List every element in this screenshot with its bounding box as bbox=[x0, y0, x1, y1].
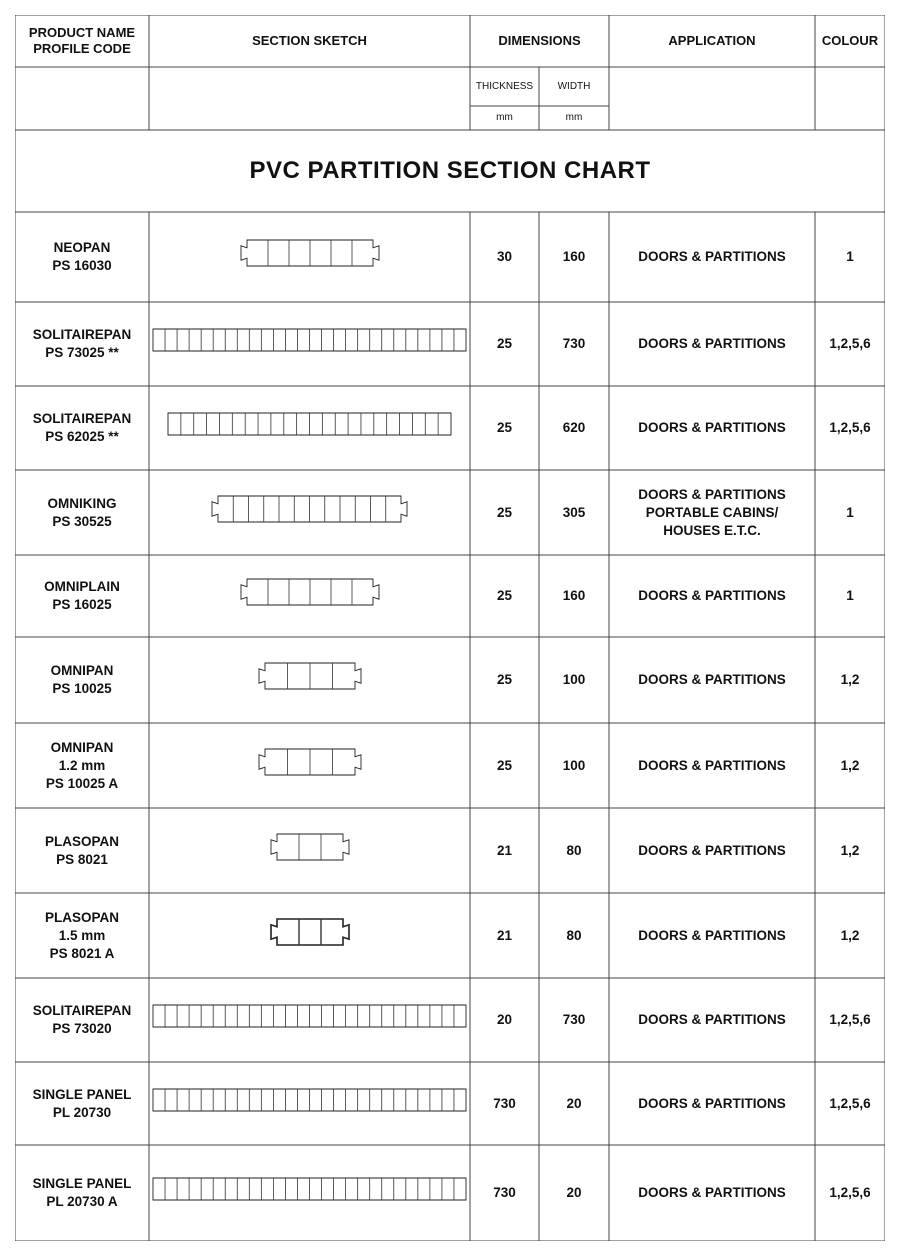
application-value: DOORS & PARTITIONS bbox=[638, 249, 786, 264]
width-value: 620 bbox=[562, 420, 586, 435]
product-name: OMNIKING PS 30525 bbox=[47, 495, 117, 529]
section-sketch bbox=[271, 834, 349, 860]
application-value: DOORS & PARTITIONS bbox=[638, 336, 786, 351]
pvc-partition-chart-table bbox=[15, 15, 885, 1241]
section-sketch bbox=[153, 1089, 466, 1111]
width-subheader: WIDTH bbox=[557, 80, 591, 92]
section-sketch bbox=[212, 496, 407, 522]
width-value: 100 bbox=[562, 672, 586, 687]
colour-value: 1,2,5,6 bbox=[829, 1012, 871, 1027]
colour-value: 1,2 bbox=[840, 757, 860, 773]
width-value: 305 bbox=[562, 504, 586, 520]
colour-value: 1 bbox=[846, 504, 854, 520]
thickness-value: 21 bbox=[496, 842, 513, 858]
application-value: DOORS & PARTITIONS bbox=[638, 588, 786, 603]
product-name: SINGLE PANEL PL 20730 A bbox=[32, 1176, 132, 1209]
colour-value: 1,2 bbox=[840, 842, 860, 858]
width-value: 20 bbox=[566, 1095, 582, 1111]
application-value: DOORS & PARTITIONS bbox=[638, 672, 786, 687]
application-value: DOORS & PARTITIONS bbox=[638, 1185, 786, 1200]
section-sketch bbox=[153, 329, 466, 351]
width-value: 100 bbox=[562, 757, 586, 773]
width-value: 730 bbox=[562, 336, 586, 351]
colour-value: 1,2,5,6 bbox=[829, 336, 871, 351]
thickness-value: 730 bbox=[493, 1095, 516, 1111]
colour-value: 1,2 bbox=[840, 672, 860, 687]
colour-column-header: COLOUR bbox=[821, 33, 879, 48]
sketch-column-header: SECTION SKETCH bbox=[252, 33, 367, 48]
thickness-value: 25 bbox=[496, 504, 513, 520]
colour-value: 1,2 bbox=[840, 927, 860, 943]
sketch-outline bbox=[271, 834, 349, 860]
section-sketch bbox=[153, 1178, 466, 1200]
thickness-value: 25 bbox=[496, 336, 513, 351]
thickness-value: 21 bbox=[496, 927, 513, 943]
thickness-unit: mm bbox=[496, 112, 513, 123]
dimensions-column-header: DIMENSIONS bbox=[498, 33, 581, 48]
width-value: 160 bbox=[562, 249, 586, 264]
section-sketch bbox=[168, 413, 451, 435]
colour-value: 1 bbox=[846, 588, 854, 603]
colour-value: 1,2,5,6 bbox=[829, 1095, 871, 1111]
width-value: 160 bbox=[562, 588, 586, 603]
product-name: OMNIPLAIN PS 16025 bbox=[44, 579, 120, 612]
section-sketch bbox=[259, 749, 361, 775]
application-value: DOORS & PARTITIONS bbox=[638, 757, 786, 773]
application-value: DOORS & PARTITIONS bbox=[638, 420, 786, 435]
colour-value: 1,2,5,6 bbox=[829, 1185, 871, 1200]
application-value: DOORS & PARTITIONS bbox=[638, 927, 786, 943]
thickness-value: 25 bbox=[496, 757, 513, 773]
product-name: PLASOPAN PS 8021 bbox=[44, 833, 119, 867]
product-name: SOLITAIREPAN PS 62025 ** bbox=[32, 411, 132, 444]
section-sketch bbox=[153, 1005, 466, 1027]
thickness-value: 25 bbox=[496, 672, 513, 687]
section-sketch bbox=[241, 240, 379, 266]
thickness-value: 30 bbox=[496, 249, 513, 264]
thickness-value: 730 bbox=[493, 1185, 516, 1200]
product-column-header: PRODUCT NAME PROFILE CODE bbox=[28, 25, 136, 56]
thickness-value: 25 bbox=[496, 420, 513, 435]
product-name: PLASOPAN 1.5 mm PS 8021 A bbox=[44, 909, 119, 961]
product-name: OMNIPAN PS 10025 bbox=[50, 663, 114, 696]
width-value: 80 bbox=[566, 927, 582, 943]
thickness-value: 25 bbox=[496, 588, 513, 603]
section-sketch bbox=[259, 663, 361, 689]
product-name: SOLITAIREPAN PS 73020 bbox=[32, 1003, 132, 1036]
application-value: DOORS & PARTITIONS bbox=[638, 1095, 786, 1111]
application-value: DOORS & PARTITIONS bbox=[638, 842, 786, 858]
thickness-subheader: THICKNESS bbox=[475, 80, 534, 92]
application-value: DOORS & PARTITIONS bbox=[638, 1012, 786, 1027]
product-name: SINGLE PANEL PL 20730 bbox=[32, 1086, 132, 1120]
colour-value: 1 bbox=[846, 249, 854, 264]
application-value: DOORS & PARTITIONS PORTABLE CABINS/ HOUSES E.T.C. bbox=[638, 486, 786, 538]
width-value: 20 bbox=[566, 1185, 582, 1200]
width-value: 80 bbox=[566, 842, 582, 858]
section-sketch bbox=[271, 919, 349, 945]
sketch-outline bbox=[271, 919, 349, 945]
product-name: NEOPAN PS 16030 bbox=[52, 240, 112, 273]
product-name: OMNIPAN 1.2 mm PS 10025 A bbox=[45, 739, 119, 791]
product-name: SOLITAIREPAN PS 73025 ** bbox=[32, 327, 132, 360]
width-value: 730 bbox=[562, 1012, 586, 1027]
section-sketch bbox=[241, 579, 379, 605]
width-unit: mm bbox=[565, 112, 583, 123]
thickness-value: 20 bbox=[496, 1012, 513, 1027]
chart-title: PVC PARTITION SECTION CHART bbox=[249, 157, 651, 184]
colour-value: 1,2,5,6 bbox=[829, 420, 871, 435]
application-column-header: APPLICATION bbox=[668, 33, 756, 48]
